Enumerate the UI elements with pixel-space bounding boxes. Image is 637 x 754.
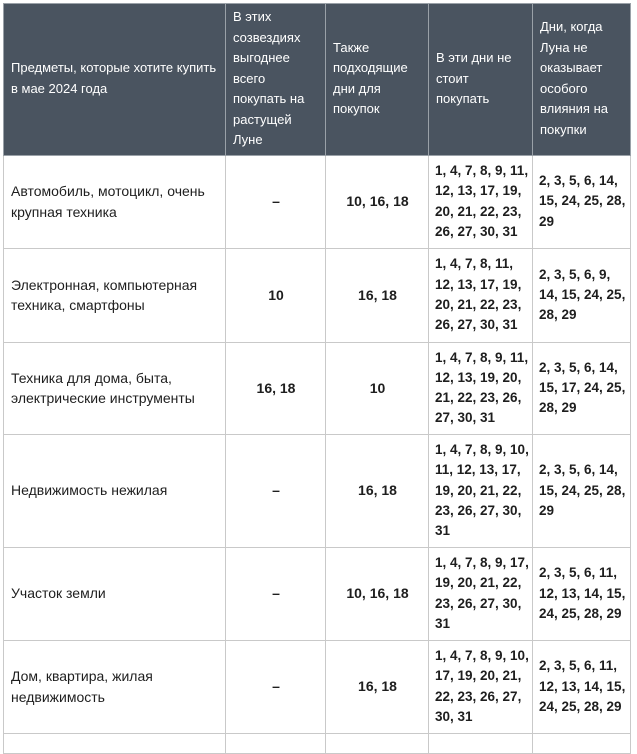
avoid-days-cell: 1, 4, 7, 8, 9, 11, 12, 13, 19, 20, 21, 22, 23, 26, 27, 30, 31 [429, 342, 533, 434]
item-cell: Техника для дома, быта, электрические инструменты [4, 342, 226, 434]
also-good-cell: 16, 18 [326, 434, 429, 547]
avoid-days-cell: 1, 4, 7, 8, 9, 11, 12, 13, 17, 19, 20, 21, 22, 23, 26, 27, 30, 31 [429, 155, 533, 248]
empty-cell [429, 733, 533, 753]
growing-moon-cell: 16, 18 [226, 342, 326, 434]
also-good-cell: 10, 16, 18 [326, 547, 429, 640]
avoid-days-cell: 1, 4, 7, 8, 9, 10, 17, 19, 20, 21, 22, 23, 26, 27, 30, 31 [429, 640, 533, 733]
table-row [4, 640, 631, 733]
growing-moon-cell: – [226, 640, 326, 733]
avoid-days-cell: 1, 4, 7, 8, 9, 17, 19, 20, 21, 22, 23, 26, 27, 30, 31 [429, 547, 533, 640]
empty-cell [226, 733, 326, 753]
item-cell: Участок земли [4, 547, 226, 640]
also-good-cell: 16, 18 [326, 248, 429, 342]
also-good-cell: 10, 16, 18 [326, 155, 429, 248]
header-also-good-days: Также подходящие дни для покупок [326, 4, 429, 156]
header-avoid-days: В эти дни не стоит покупать [429, 4, 533, 156]
empty-cell [533, 733, 631, 753]
moon-shopping-table [3, 3, 631, 754]
growing-moon-cell: – [226, 434, 326, 547]
neutral-days-cell: 2, 3, 5, 6, 11, 12, 13, 14, 15, 24, 25, 28, 29 [533, 547, 631, 640]
header-growing-moon: В этих созвездиях выгоднее всего покупать на растущей Луне [226, 4, 326, 156]
growing-moon-cell: – [226, 547, 326, 640]
table-row [4, 434, 631, 547]
neutral-days-cell: 2, 3, 5, 6, 14, 15, 17, 24, 25, 28, 29 [533, 342, 631, 434]
table-row [4, 248, 631, 342]
item-cell: Дом, квартира, жилая недвижимость [4, 640, 226, 733]
neutral-days-cell: 2, 3, 5, 6, 14, 15, 24, 25, 28, 29 [533, 434, 631, 547]
growing-moon-cell: 10 [226, 248, 326, 342]
empty-cell [4, 733, 226, 753]
table-body [4, 155, 631, 753]
avoid-days-cell: 1, 4, 7, 8, 9, 10, 11, 12, 13, 17, 19, 20, 21, 22, 23, 26, 27, 30, 31 [429, 434, 533, 547]
item-cell: Электронная, компьютерная техника, смартфоны [4, 248, 226, 342]
header-items: Предметы, которые хотите купить в мае 2024 года [4, 4, 226, 156]
header-neutral-days: Дни, когда Луна не оказывает особого влияния на покупки [533, 4, 631, 156]
also-good-cell: 10 [326, 342, 429, 434]
also-good-cell: 16, 18 [326, 640, 429, 733]
table-row [4, 547, 631, 640]
table-header [4, 4, 631, 156]
growing-moon-cell: – [226, 155, 326, 248]
item-cell: Недвижимость нежилая [4, 434, 226, 547]
table-row [4, 155, 631, 248]
neutral-days-cell: 2, 3, 5, 6, 14, 15, 24, 25, 28, 29 [533, 155, 631, 248]
neutral-days-cell: 2, 3, 5, 6, 9, 14, 15, 24, 25, 28, 29 [533, 248, 631, 342]
header-row [4, 4, 631, 156]
table-row [4, 342, 631, 434]
table-row-partial [4, 733, 631, 753]
avoid-days-cell: 1, 4, 7, 8, 11, 12, 13, 17, 19, 20, 21, 22, 23, 26, 27, 30, 31 [429, 248, 533, 342]
neutral-days-cell: 2, 3, 5, 6, 11, 12, 13, 14, 15, 24, 25, 28, 29 [533, 640, 631, 733]
empty-cell [326, 733, 429, 753]
item-cell: Автомобиль, мотоцикл, очень крупная техника [4, 155, 226, 248]
